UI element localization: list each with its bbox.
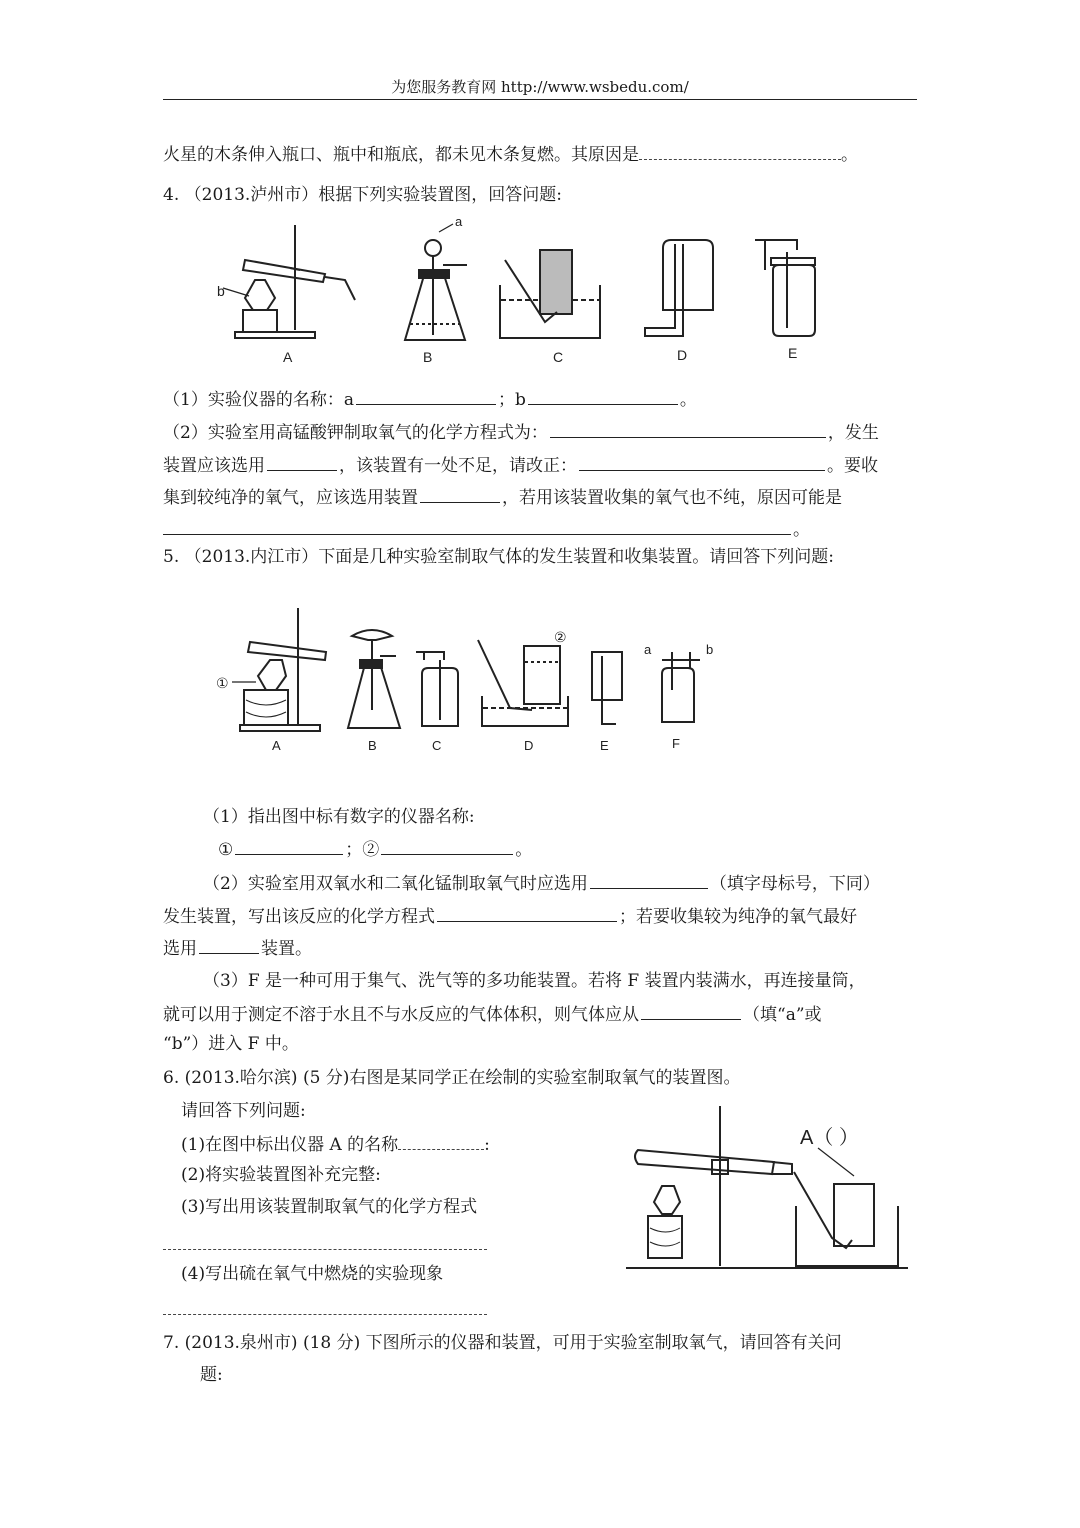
answer-blank[interactable] — [199, 935, 259, 954]
q4-title: 4. （2013.泸州市）根据下列实验装置图，回答问题: — [163, 185, 563, 205]
q6-item2: (2)将实验装置图补充完整: — [181, 1165, 381, 1185]
q3-tail: 火星的木条伸入瓶口、瓶中和瓶底，都未见木条复燃。其原因是 。 — [163, 141, 858, 167]
fig-mark: ① — [216, 675, 229, 691]
fig-label-a: A（ ） — [800, 1127, 859, 1149]
q5-p2-line2: 发生装置，写出该反应的化学方程式 ；若要收集较为纯净的氧气最好 — [163, 903, 857, 929]
q6-sub: 请回答下列问题: — [181, 1101, 306, 1121]
q5-p3-line3: “b”）进入 F 中。 — [163, 1034, 299, 1054]
page-header: 为您服务教育网 http://www.wsbedu.com/ — [391, 78, 689, 96]
answer-blank[interactable] — [579, 452, 825, 471]
q5-apparatus-figure — [210, 600, 730, 760]
fig-label: A — [272, 738, 281, 753]
fig-label: B — [423, 349, 433, 365]
q6-item1: (1)在图中标出仪器 A 的名称 : — [181, 1131, 490, 1157]
answer-blank[interactable] — [420, 484, 500, 503]
q6-apparatus-figure — [622, 1098, 922, 1278]
q5-title: 5. （2013.内江市）下面是几种实验室制取气体的发生装置和收集装置。请回答下列问题: — [163, 547, 835, 567]
answer-blank[interactable] — [550, 419, 826, 438]
q5-p3-line1: （3）F 是一种可用于集气、洗气等的多功能装置。若将 F 装置内装满水，再连接量筒， — [203, 971, 866, 991]
answer-blank[interactable] — [641, 1001, 741, 1020]
fig-label: E — [788, 345, 798, 361]
answer-blank[interactable] — [437, 903, 617, 922]
answer-blank[interactable] — [398, 1131, 484, 1150]
fig-mark: a — [644, 642, 652, 657]
answer-blank[interactable] — [163, 516, 791, 535]
fig-mark: b — [217, 283, 225, 299]
q6-answer-line3 — [163, 1231, 487, 1257]
q4-p2-line2: 装置应该选用 ，该装置有一处不足，请改正： 。要收 — [163, 452, 878, 478]
fig-mark: b — [706, 642, 714, 657]
answer-blank[interactable] — [381, 836, 513, 855]
q5-p1: （1）指出图中标有数字的仪器名称: — [203, 807, 475, 827]
answer-blank[interactable] — [590, 870, 708, 889]
fig-label: F — [672, 736, 680, 751]
answer-blank[interactable] — [235, 836, 343, 855]
q4-p2-line4: 。 — [163, 516, 810, 542]
q7-line1: 7. (2013.泉州市) (18 分) 下图所示的仪器和装置，可用于实验室制取氧气，请回答有关问 — [163, 1333, 842, 1353]
q5-p3-line2: 就可以用于测定不溶于水且不与水反应的气体体积，则气体应从 （填“a”或 — [163, 1001, 822, 1027]
fig-mark: ② — [554, 629, 567, 645]
q6-answer-line4 — [163, 1296, 487, 1322]
fig-label: E — [600, 738, 609, 753]
q4-p1: （1）实验仪器的名称：a ；b 。 — [163, 386, 697, 412]
answer-blank[interactable] — [163, 1296, 487, 1315]
answer-blank[interactable] — [267, 452, 337, 471]
q4-p2-line3: 集到较纯净的氧气，应该选用装置 ，若用该装置收集的氧气也不纯，原因可能是 — [163, 484, 842, 510]
fig-label: D — [524, 738, 534, 753]
q4-p2-line1: （2）实验室用高锰酸钾制取氧气的化学方程式为： ，发生 — [163, 419, 879, 445]
fig-mark: a — [455, 214, 463, 229]
header-rule — [163, 99, 917, 100]
q5-p1-items: ① ；② 。 — [218, 836, 532, 862]
q5-p2-line1: （2）实验室用双氧水和二氧化锰制取氧气时应选用 （填字母标号，下同） — [203, 870, 880, 896]
q6-item3: (3)写出用该装置制取氧气的化学方程式 — [181, 1197, 478, 1217]
fig-label: C — [432, 738, 442, 753]
q6-item4: (4)写出硫在氧气中燃烧的实验现象 — [181, 1264, 444, 1284]
answer-blank[interactable] — [639, 141, 841, 160]
q7-line2: 题: — [200, 1365, 223, 1385]
fig-label: A — [283, 349, 293, 365]
q5-p2-line3: 选用 装置。 — [163, 935, 312, 961]
answer-blank[interactable] — [356, 386, 496, 405]
fig-label: D — [677, 347, 688, 363]
fig-label: B — [368, 738, 377, 753]
q6-title: 6. (2013.哈尔滨) (5 分)右图是某同学正在绘制的实验室制取氧气的装置图。 — [163, 1068, 741, 1088]
fig-label: C — [553, 349, 564, 365]
q4-apparatus-figure — [205, 210, 855, 370]
answer-blank[interactable] — [163, 1231, 487, 1250]
answer-blank[interactable] — [528, 386, 678, 405]
